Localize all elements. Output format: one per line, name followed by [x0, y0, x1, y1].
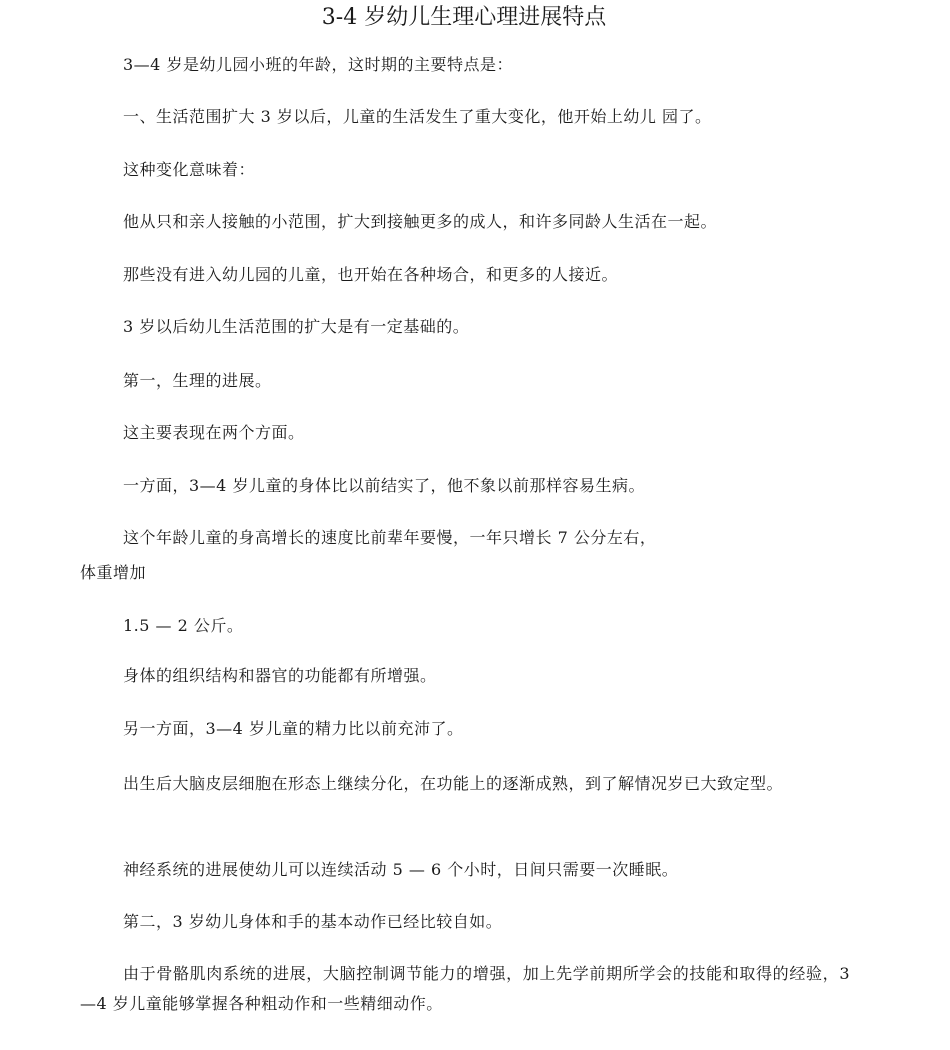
paragraph-height-growth: 这个年龄儿童的身高增长的速度比前辈年要慢，一年只增长 7 公分左右， [123, 528, 657, 547]
paragraph-energy: 另一方面，3—4 岁儿童的精力比以前充沛了。 [123, 719, 464, 738]
paragraph-basis: 3 岁以后幼儿生活范围的扩大是有一定基础的。 [123, 317, 470, 336]
paragraph-second-movement: 第二，3 岁幼儿身体和手的基本动作已经比较自如。 [123, 912, 503, 931]
paragraph-intro: 3—4 岁是幼儿园小班的年龄，这时期的主要特点是： [123, 55, 513, 74]
paragraph-weight-label: 体重增加 [80, 563, 147, 582]
paragraph-stronger-body: 一方面，3—4 岁儿童的身体比以前结实了，他不象以前那样容易生病。 [123, 476, 645, 495]
paragraph-motor-skills: 由于骨骼肌肉系统的进展，大脑控制调节能力的增强，加上先学前期所学会的技能和取得的经验，3—4 岁儿童能够掌握各种粗动作和一些精细动作。 [80, 964, 850, 1013]
paragraph-nervous-system: 神经系统的进展使幼儿可以连续活动 5 — 6 个小时，日间只需要一次睡眠。 [123, 860, 679, 879]
paragraph-non-kindergarten: 那些没有进入幼儿园的儿童，也开始在各种场合，和更多的人接近。 [123, 265, 619, 284]
paragraph-first-physiology: 第一，生理的进展。 [123, 371, 272, 390]
document-title: 3-4 岁幼儿生理心理进展特点 [321, 5, 607, 30]
paragraph-two-aspects: 这主要表现在两个方面。 [123, 423, 305, 442]
paragraph-weight-value: 1.5 — 2 公斤。 [123, 616, 244, 635]
paragraph-organ-function: 身体的组织结构和器官的功能都有所增强。 [123, 666, 437, 685]
paragraph-brain-development: 出生后大脑皮层细胞在形态上继续分化，在功能上的逐渐成熟，到了解情况岁已大致定型。 [123, 774, 784, 793]
paragraph-wider-contact: 他从只和亲人接触的小范围，扩大到接触更多的成人，和许多同龄人生活在一起。 [123, 212, 718, 231]
paragraph-life-scope: 一、生活范围扩大 3 岁以后，儿童的生活发生了重大变化，他开始上幼儿 园了。 [123, 107, 712, 126]
paragraph-change-meaning: 这种变化意味着： [123, 160, 256, 179]
